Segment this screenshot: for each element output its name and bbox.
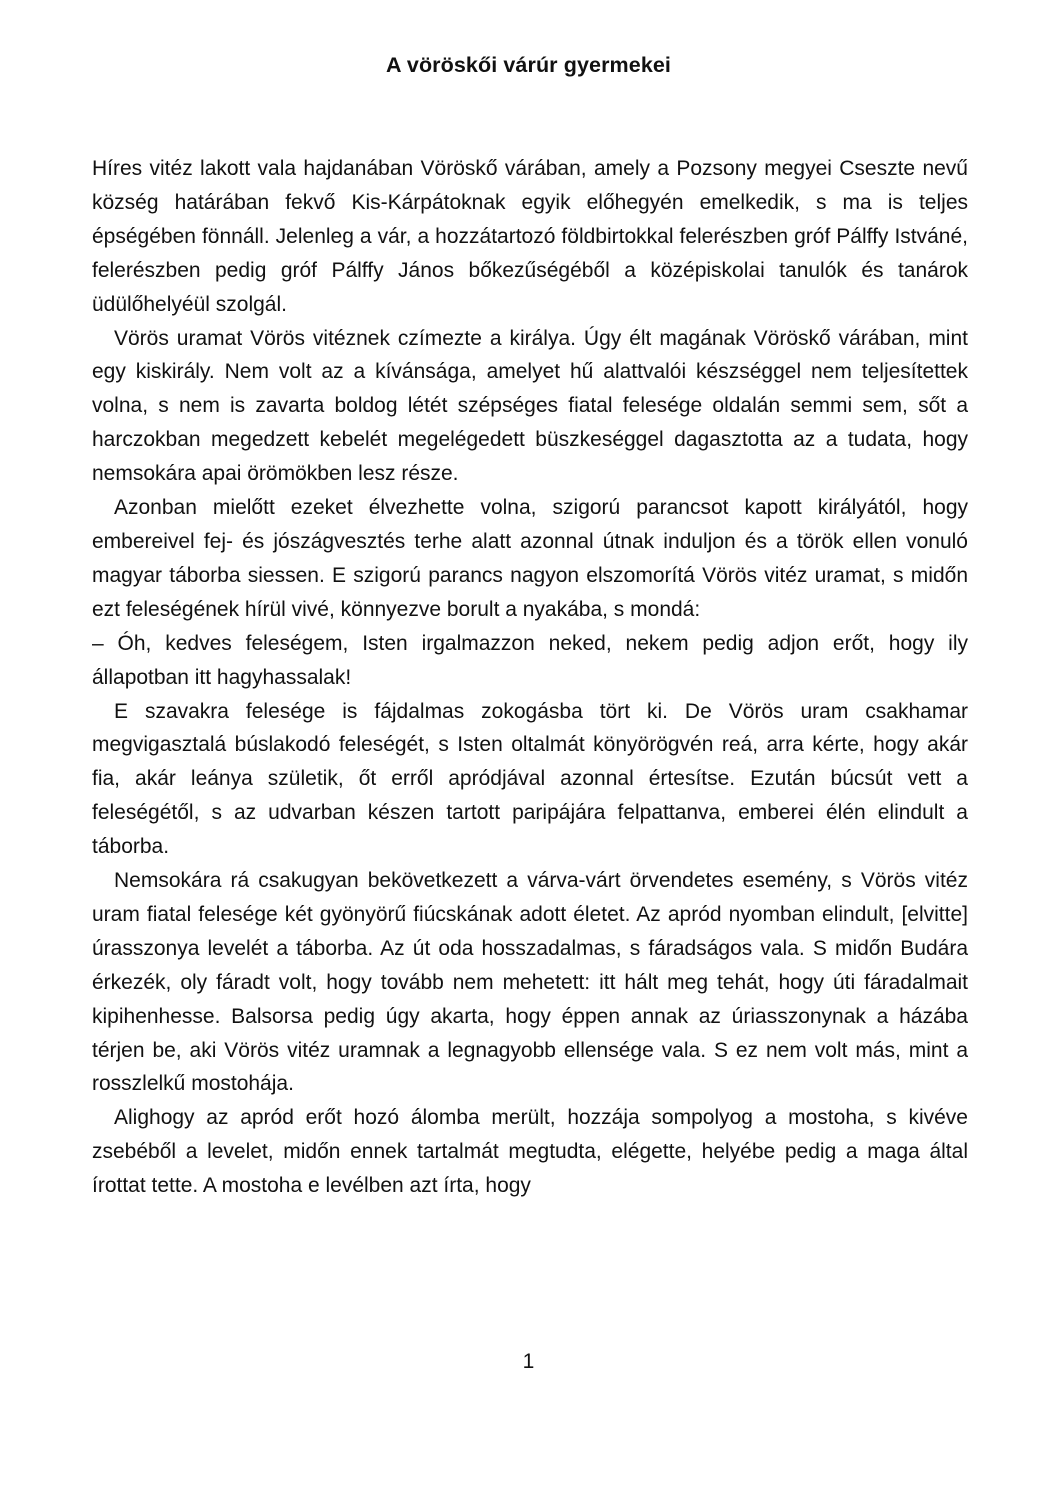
- paragraph: Azonban mielőtt ezeket élvezhette volna, szigorú parancsot kapott királyától, hogy embereivel fej- és jószágvesztés terhe alatt azonnal útnak induljon és a török ellen vonuló magyar táborba siessen. E szigorú parancs nagyon elszomorítá Vörös vitéz uramat, s midőn ezt feleségének hírül vivé, könnyezve borult a nyakába, s mondá:: [92, 496, 968, 621]
- paragraph: Vörös uramat Vörös vitéznek czímezte a királya. Úgy élt magának Vöröskő várában, mint egy kiskirály. Nem volt az a kívánsága, amelyet hű alattvalói készséggel nem teljesítettek volna, s nem is zavarta boldog létét szépséges fiatal felesége oldalán semmi sem, sőt a harczokban megedzett kebelét megelégedett büszkeséggel dagasztotta az a tudata, hogy nemsokára apai örömökben lesz része.: [92, 326, 968, 486]
- page-number: 1: [522, 1350, 535, 1373]
- paragraph: Nemsokára rá csakugyan bekövetkezett a várva-várt örvendetes esemény, s Vörös vitéz uram fiatal felesége két gyönyörű fiúcskának adott életet. Az apród nyomban elindult, [elvitte] úrasszonya levelét a táborba. Az út oda hosszadalmas, s fáradságos vala. S midőn Budára érkezék, oly fáradt volt, hogy tovább nem mehetett: itt hált meg tehát, hogy úti fáradalmait kipihenhesse. Balsorsa pedig úgy akarta, hogy éppen annak az úriasszonynak a házába térjen be, aki Vörös vitéz uramnak a legnagyobb ellensége vala. S ez nem volt más, mint a rosszlelkű mostohája.: [92, 869, 968, 1096]
- paragraph-dialogue: – Óh, kedves feleségem, Isten irgalmazzon neked, nekem pedig adjon erőt, hogy ily állapotban itt hagyhassalak!: [92, 631, 968, 689]
- page-title: A vöröskői várúr gyermekei: [385, 53, 672, 77]
- document-body: [92, 152, 968, 1203]
- paragraph: Híres vitéz lakott vala hajdanában Vöröskő várában, amely a Pozsony megyei Cseszte nevű község határában fekvő Kis-Kárpátoknak egyik előhegyén emelkedik, s ma is teljes épségében fönnáll. Jelenleg a vár, a hozzátartozó földbirtokkal felerészben gróf Pálffy Istváné, felerészben pedig gróf Pálffy János bőkezűségéből a középiskolai tanulók és tanárok üdülőhelyéül szolgál.: [92, 157, 968, 316]
- paragraph: Alighogy az apród erőt hozó álomba merült, hozzája sompolyog a mostoha, s kivéve zsebéből a levelet, midőn ennek tartalmát megtudta, elégette, helyébe pedig a maga által írottat tette. A mostoha e levélben azt írta, hogy: [92, 1106, 968, 1198]
- paragraph: E szavakra felesége is fájdalmas zokogásba tört ki. De Vörös uram csakhamar megvigasztalá búslakodó feleségét, s Isten oltalmát könyörögvén reá, arra kérte, hogy akár fia, akár leánya születik, őt erről apródjával azonnal értesítse. Ezután búcsút vett a feleségétől, s az udvarban készen tartott paripájára felpattanva, emberei élén elindult a táborba.: [92, 699, 968, 859]
